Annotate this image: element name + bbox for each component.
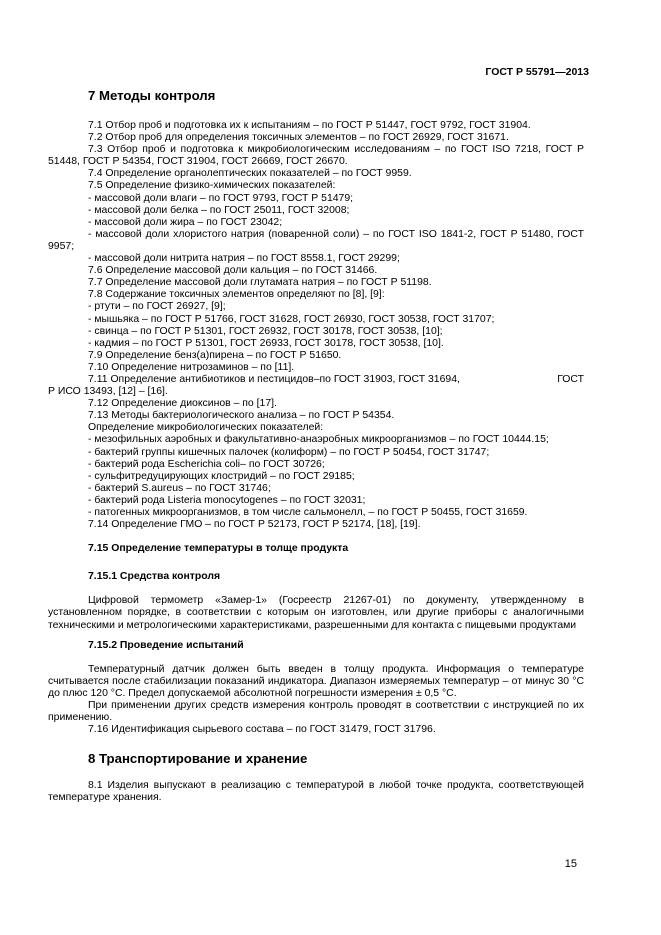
- subsection-7151-heading: 7.15.1 Средства контроля: [88, 571, 221, 583]
- text-line: - свинца – по ГОСТ Р 51301, ГОСТ 26932, ГОСТ 30178, ГОСТ 30538, [10];: [88, 325, 443, 337]
- text-line: - патогенных микроорганизмов, в том числе сальмонелл, – по ГОСТ Р 50455, ГОСТ 31659.: [88, 507, 528, 518]
- text-line: - массовой доли хлористого натрия (поваренной соли) – по ГОСТ ISO 1841-2, ГОСТ Р 51480, ГОСТ 9957;: [48, 228, 584, 252]
- text-line: - бактерий рода Listeria monocytogenes – по ГОСТ 32031;: [88, 494, 366, 506]
- text-line: 7.14 Определение ГМО – по ГОСТ Р 52173, ГОСТ Р 52174, [18], [19].: [88, 519, 421, 531]
- text-line: - кадмия – по ГОСТ Р 51301, ГОСТ 26933, ГОСТ 30178, ГОСТ 30538, [10].: [88, 337, 444, 349]
- text-line: 7.7 Определение массовой доли глутамата натрия – по ГОСТ Р 51198.: [88, 277, 432, 289]
- text-line: 7.8 Содержание токсичных элементов определяют по [8], [9]:: [88, 289, 385, 301]
- text-line: - массовой доли влаги – по ГОСТ 9793, ГОСТ Р 51479;: [88, 192, 354, 204]
- text-line-716: 7.16 Идентификация сырьевого состава – по ГОСТ 31479, ГОСТ 31796.: [88, 724, 436, 736]
- page-number: 15: [564, 858, 577, 870]
- text-line: - бактерий рода Escherichia coli– по ГОСТ 30726;: [88, 458, 325, 470]
- document-header: ГОСТ Р 55791—2013: [485, 66, 589, 78]
- section-7-lines: [48, 120, 584, 531]
- section-7-title: 7 Методы контроля: [88, 88, 216, 103]
- text-line: 7.4 Определение органолептических показателей – по ГОСТ 9959.: [88, 168, 412, 180]
- page-content: [48, 86, 584, 805]
- text-line: 7.9 Определение бенз(а)пирена – по ГОСТ Р 51650.: [88, 349, 342, 361]
- text-line: 7.3 Отбор проб и подготовка к микробиологическим исследованиям – по ГОСТ ISO 7218, ГОСТ Р 51448, ГОСТ Р 54354, ГОСТ 31904, ГОСТ 26669, ГОСТ 26670.: [48, 144, 584, 168]
- text-line: - массовой доли нитрита натрия – по ГОСТ 8558.1, ГОСТ 29299;: [88, 253, 400, 265]
- subsection-715-heading: 7.15 Определение температуры в толще продукта: [88, 543, 349, 555]
- text-line: - мышьяка – по ГОСТ Р 51766, ГОСТ 31628, ГОСТ 26930, ГОСТ 30538, ГОСТ 31707;: [88, 313, 495, 325]
- text-line: - бактерий S.aureus – по ГОСТ 31746;: [88, 482, 271, 494]
- section-8-title: 8 Транспортирование и хранение: [88, 751, 308, 767]
- text-line: - массовой доли жира – по ГОСТ 23042;: [88, 216, 283, 228]
- text-line: 7.10 Определение нитрозаминов – по [11].: [88, 361, 295, 373]
- text-line: - бактерий группы кишечных палочек (колиформ) – по ГОСТ Р 50454, ГОСТ 31747;: [88, 446, 490, 458]
- text-line: 7.5 Определение физико-химических показателей:: [88, 180, 336, 192]
- paragraph-7151: Цифровой термометр «Замер-1» (Госреестр 21267-01) по документу, утвержденному в установленном порядке, в соответствии с которым он изготовлен, или другие приборы с аналогичными техническими и метрологическими характеристиками, разрешенными для контакта с пищевыми продуктами: [48, 595, 584, 631]
- text-line: 7.13 Методы бактериологического анализа – по ГОСТ Р 54354.: [88, 410, 395, 422]
- text-line: 7.12 Определение диоксинов – по [17].: [88, 398, 277, 410]
- text-line: - сульфитредуцирующих клостридий – по ГОСТ 29185;: [88, 470, 355, 482]
- text-line: - ртути – по ГОСТ 26927, [9];: [88, 301, 226, 313]
- text-line-711-part-b: ГОСТ: [557, 373, 584, 385]
- text-line: - мезофильных аэробных и факультативно-анаэробных микроорганизмов – по ГОСТ 10444.15;: [88, 434, 549, 446]
- text-line: 7.1 Отбор проб и подготовка их к испытаниям – по ГОСТ Р 51447, ГОСТ 9792, ГОСТ 31904.: [88, 120, 531, 131]
- paragraph-7152-b: При применении других средств измерения контроль проводят в соответствии с инструкцией по их применению.: [48, 700, 584, 724]
- paragraph-7152-a: Температурный датчик должен быть введен в толщу продукта. Информация о температуре считывается после стабилизации показаний индикатора. Диапазон измеряемых температур – от минус 30 °С до плюс 120 °С. Предел допускаемой абсолютной погрешности измерения ± 0,5 °С.: [48, 663, 584, 699]
- text-line: Определение микробиологических показателей:: [88, 422, 324, 434]
- text-line: 7.2 Отбор проб для определения токсичных элементов – по ГОСТ 26929, ГОСТ 31671.: [88, 132, 509, 144]
- text-line-711: [48, 374, 584, 386]
- text-line-711-continuation: Р ИСО 13493, [12] – [16].: [48, 386, 168, 398]
- paragraph-81: 8.1 Изделия выпускают в реализацию с температурой в любой точке продукта, соответствующей температуре хранения.: [48, 780, 584, 804]
- text-line: 7.6 Определение массовой доли кальция – по ГОСТ 31466.: [88, 265, 378, 277]
- subsection-7152-heading: 7.15.2 Проведение испытаний: [88, 639, 244, 651]
- text-line: - массовой доли белка – по ГОСТ 25011, ГОСТ 32008;: [88, 204, 350, 216]
- text-line-711-part-a: 7.11 Определение антибиотиков и пестицидов–по ГОСТ 31903, ГОСТ 31694,: [88, 373, 460, 385]
